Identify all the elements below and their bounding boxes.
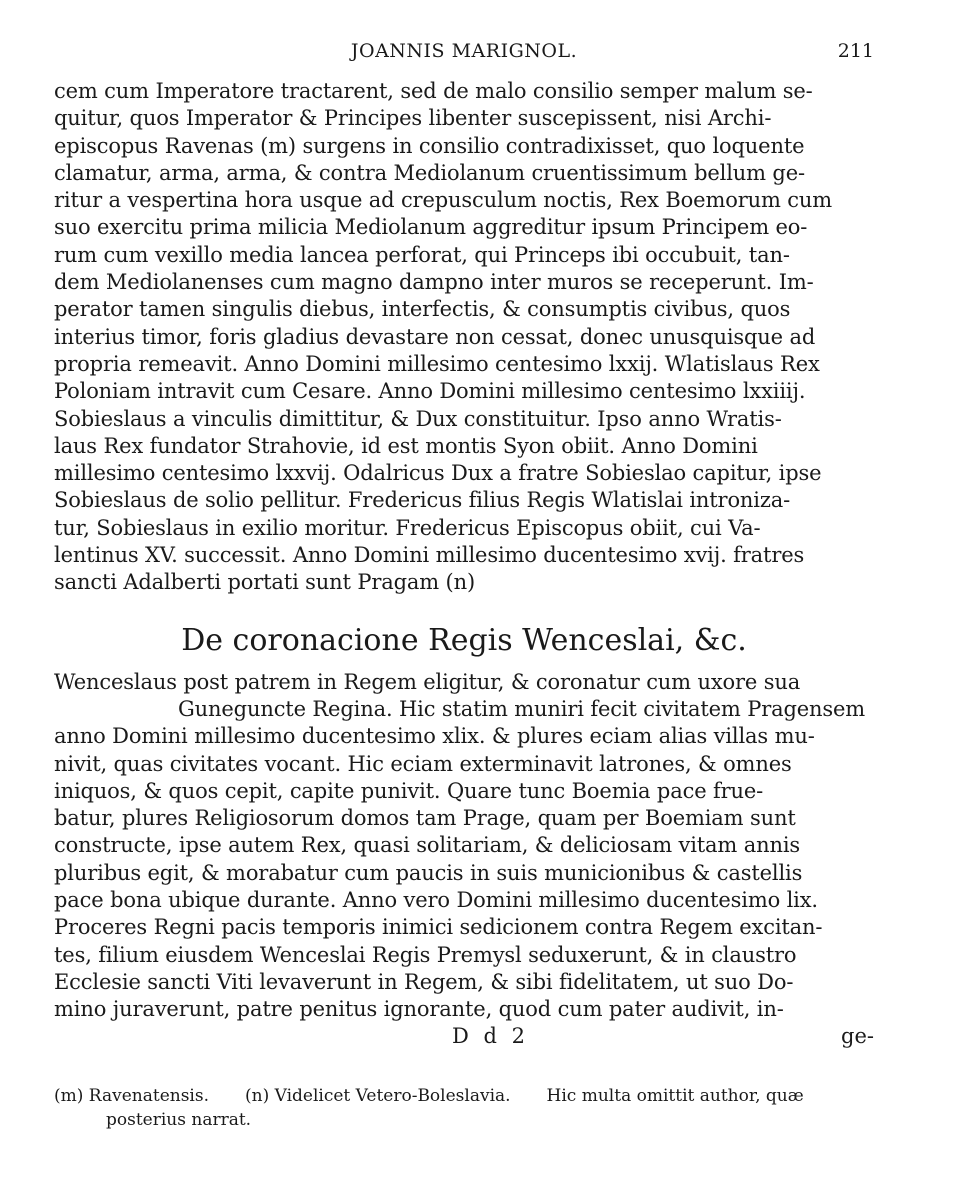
text-line: rum cum vexillo media lancea perforat, qui Princeps ibi occubuit, tan- [54,242,790,267]
footnote-m: (m) Ravenatensis. [54,1086,209,1106]
section-text [54,669,874,1024]
text-line: episcopus Ravenas (m) surgens in consilio contradixisset, quo loquente [54,133,805,158]
text-line: nivit, quas civitates vocant. Hic eciam exterminavit latrones, & omnes [54,751,792,776]
text-line: batur, plures Religiosorum domos tam Prage, quam per Boemiam sunt [54,806,796,831]
text-line: pluribus egit, & morabatur cum paucis in suis municionibus & castellis [54,860,803,885]
running-head [54,36,874,78]
text-line: millesimo centesimo lxxvij. Odalricus Dux a fratre Sobieslao capitur, ipse [54,461,822,486]
text-line: clamatur, arma, arma, & contra Mediolanum cruentissimum bellum ge- [54,160,805,185]
text-line: lentinus XV. successit. Anno Domini millesimo ducentesimo xvij. fratres [54,543,805,568]
document-page [54,36,874,1051]
signature-line [54,1024,874,1051]
text-line: anno Domini millesimo ducentesimo xlix. & plures eciam alias villas mu- [54,724,815,749]
text-line: Proceres Regni pacis temporis inimici sedicionem contra Regem excitan- [54,915,823,940]
text-line: Poloniam intravit cum Cesare. Anno Domini millesimo centesimo lxxiiij. [54,379,806,404]
text-line: Wenceslaus post patrem in Regem eligitur, & coronatur cum uxore sua [54,669,801,694]
text-line: propria remeavit. Anno Domini millesimo centesimo lxxij. Wlatislaus Rex [54,351,820,376]
footnote-line [54,1084,884,1108]
section-heading: De coronacione Regis Wenceslai, &c. [181,622,747,658]
text-line: iniquos, & quos cepit, capite punivit. Quare tunc Boemia pace frue- [54,778,764,803]
text-line: laus Rex fundator Strahovie, id est montis Syon obiit. Anno Domini [54,433,758,458]
text-line: tes, filium eiusdem Wenceslai Regis Premysl seduxerunt, & in claustro [54,942,797,967]
text-line: constructe, ipse autem Rex, quasi solitariam, & deliciosam vitam annis [54,833,801,858]
text-line: Ecclesie sancti Viti levaverunt in Regem, & sibi fidelitatem, ut suo Do- [54,969,794,994]
text-line: sancti Adalberti portati sunt Pragam (n) [54,570,476,595]
footnote-continuation: posterius narrat. [106,1110,252,1130]
catchword: ge- [841,1023,874,1048]
text-line: mino juraverunt, patre penitus ignorante, quod cum pater audivit, in- [54,997,784,1022]
body-text [54,78,874,597]
text-line: cem cum Imperatore tractarent, sed de malo consilio semper malum se- [54,79,813,103]
text-line: perator tamen singulis diebus, interfectis, & consumptis civibus, quos [54,297,791,322]
text-line: interius timor, foris gladius devastare non cessat, donec unusquisque ad [54,324,816,349]
footnote-extra: Hic multa omittit author, quæ [546,1086,804,1106]
text-line: suo exercitu prima milicia Mediolanum aggreditur ipsum Principem eo- [54,215,808,240]
text-line: quitur, quos Imperator & Principes libenter suscepissent, nisi Archi- [54,106,772,131]
text-line: Sobieslaus a vinculis dimittitur, & Dux constituitur. Ipso anno Wratis- [54,406,782,431]
text-line: Guneguncte Regina. Hic statim muniri fecit civitatem Pragensem [178,696,866,721]
footnote-n: (n) Videlicet Vetero-Boleslavia. [245,1086,511,1106]
footnotes [54,1084,884,1132]
text-line: pace bona ubique durante. Anno vero Domini millesimo ducentesimo lix. [54,888,818,913]
text-line: dem Mediolanenses cum magno dampno inter muros se receperunt. Im- [54,270,814,295]
signature-mark: D d 2 [452,1023,529,1048]
text-line: tur, Sobieslaus in exilio moritur. Fredericus Episcopus obiit, cui Va- [54,515,761,540]
page-number: 211 [837,40,874,62]
running-title: JOANNIS MARIGNOL. [350,40,578,62]
text-line: Sobieslaus de solio pellitur. Fredericus filius Regis Wlatislai intronizа- [54,488,791,513]
text-line: ritur a vespertina hora usque ad crepusculum noctis, Rex Boemorum cum [54,188,833,213]
